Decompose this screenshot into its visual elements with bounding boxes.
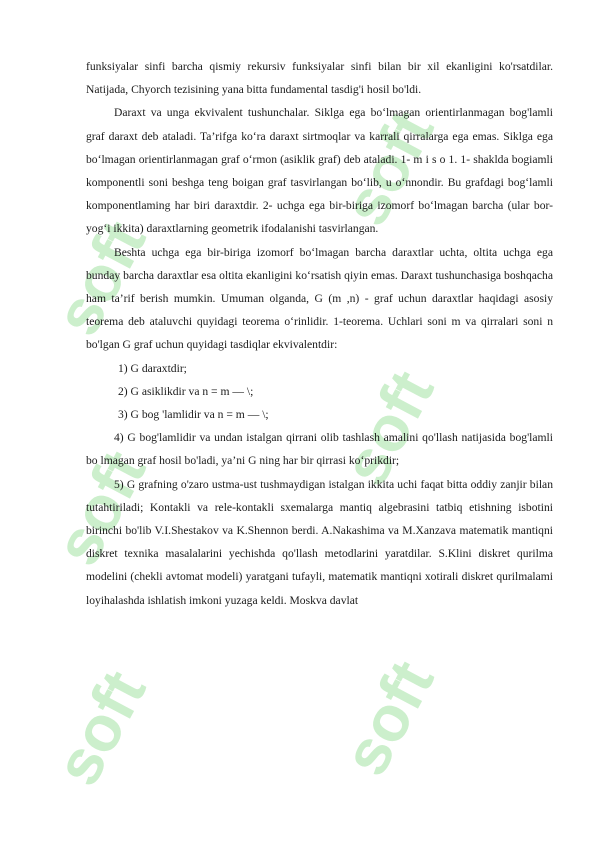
paragraph: Daraxt va unga ekvivalent tushunchalar. Siklga ega bo‘lmagan orientirlanmagan bog'lamli graf daraxt deb ataladi. Ta’rifga ko‘ra daraxt sirtmoqlar va karrali qirralarga ega emas. Siklga ega bo‘lmagan orientirlanmagan graf o‘rmon (asiklik graf) deb ataladi. 1- m i s o 1. 1- shaklda bogiamli komponentli soni beshga teng boigan graf tasvirlangan bo‘lib, u o‘nnondir. Bu grafdagi bog‘lamli komponentlaming har biri daraxtdir. 2- uchga ega bir-biriga izomorf bo‘lmagan barcha (ular bor-yog‘i ikkita) daraxtlarning geometrik ifodalanishi tasvirlangan. — [86, 106, 553, 236]
watermark-text: soft — [328, 359, 448, 497]
watermark-text: soft — [40, 659, 160, 797]
watermark-text: soft — [328, 99, 448, 237]
list-item: 2) G asiklikdir va n = m — \; — [118, 384, 254, 398]
paragraph: 4) G bog'lamlidir va undan istalgan qirrani olib tashlash amalini qo'llash natijasida bog'lamli bo lmagan graf hosil bo'ladi, ya’ni G ning har bir qirrasi ko‘prikdir; — [86, 431, 553, 468]
document-body — [86, 55, 553, 612]
paragraph: 5) G grafning o'zaro ustma-ust tushmaydigan istalgan ikkita uchi faqat bitta oddiy zanjir bilan tutahtiriladi; Kontakli va rele-kontakli sxemalarga mantiq algebrasini tatbiq etishning isbotini birinchi bo'lib V.I.Shestakov va K.Shennon berdi. A.Nakashima va M.Xanzava matematik mantiqni diskret texnika masalalarini yechishda qo'llash metodlarini yaratdilar. S.Klini diskret qurilma modelini (chekli avtomat modeli) yaratgani tufayli, matematik mantiqni xotirali diskret qurilmalami loyihalashda ishlatish imkoni yuzaga keldi. Moskva davlat — [86, 477, 553, 607]
paragraph: funksiyalar sinfi barcha qismiy rekursiv funksiyalar sinfi bilan bir xil ekanligini ko'rsatdilar. Natijada, Chyorch tezisining yana bitta fundamental tasdig'i hosil bo'ldi. — [86, 60, 553, 97]
watermark-logo — [328, 590, 510, 800]
list-item: 3) G bog 'lamlidir va n = m — \; — [118, 408, 269, 422]
watermark-text: soft — [40, 439, 160, 577]
watermark-text: soft — [328, 649, 448, 787]
watermark-text: soft — [40, 209, 160, 347]
watermark-logo — [40, 600, 222, 810]
paragraph: Beshta uchga ega bir-biriga izomorf bo‘lmagan barcha daraxtlar uchta, oltita uchga ega bunday barcha daraxtlar esa oltita ekanligini ko‘rsatish qiyin emas. Daraxt tushunchasiga boshqacha ham ta’rif berish mumkin. Umuman olganda, G (m ,n) - graf uchun daraxtlar haqidagi asosiy teorema deb ataluvchi quyidagi teorema o‘rinlidir. 1-teorema. Uchlari soni m va qirralari soni n bo'lgan G graf uchun quyidagi tasdiqlar ekvivalentdir: — [86, 245, 553, 352]
list-item: 1) G daraxtdir; — [118, 361, 187, 375]
